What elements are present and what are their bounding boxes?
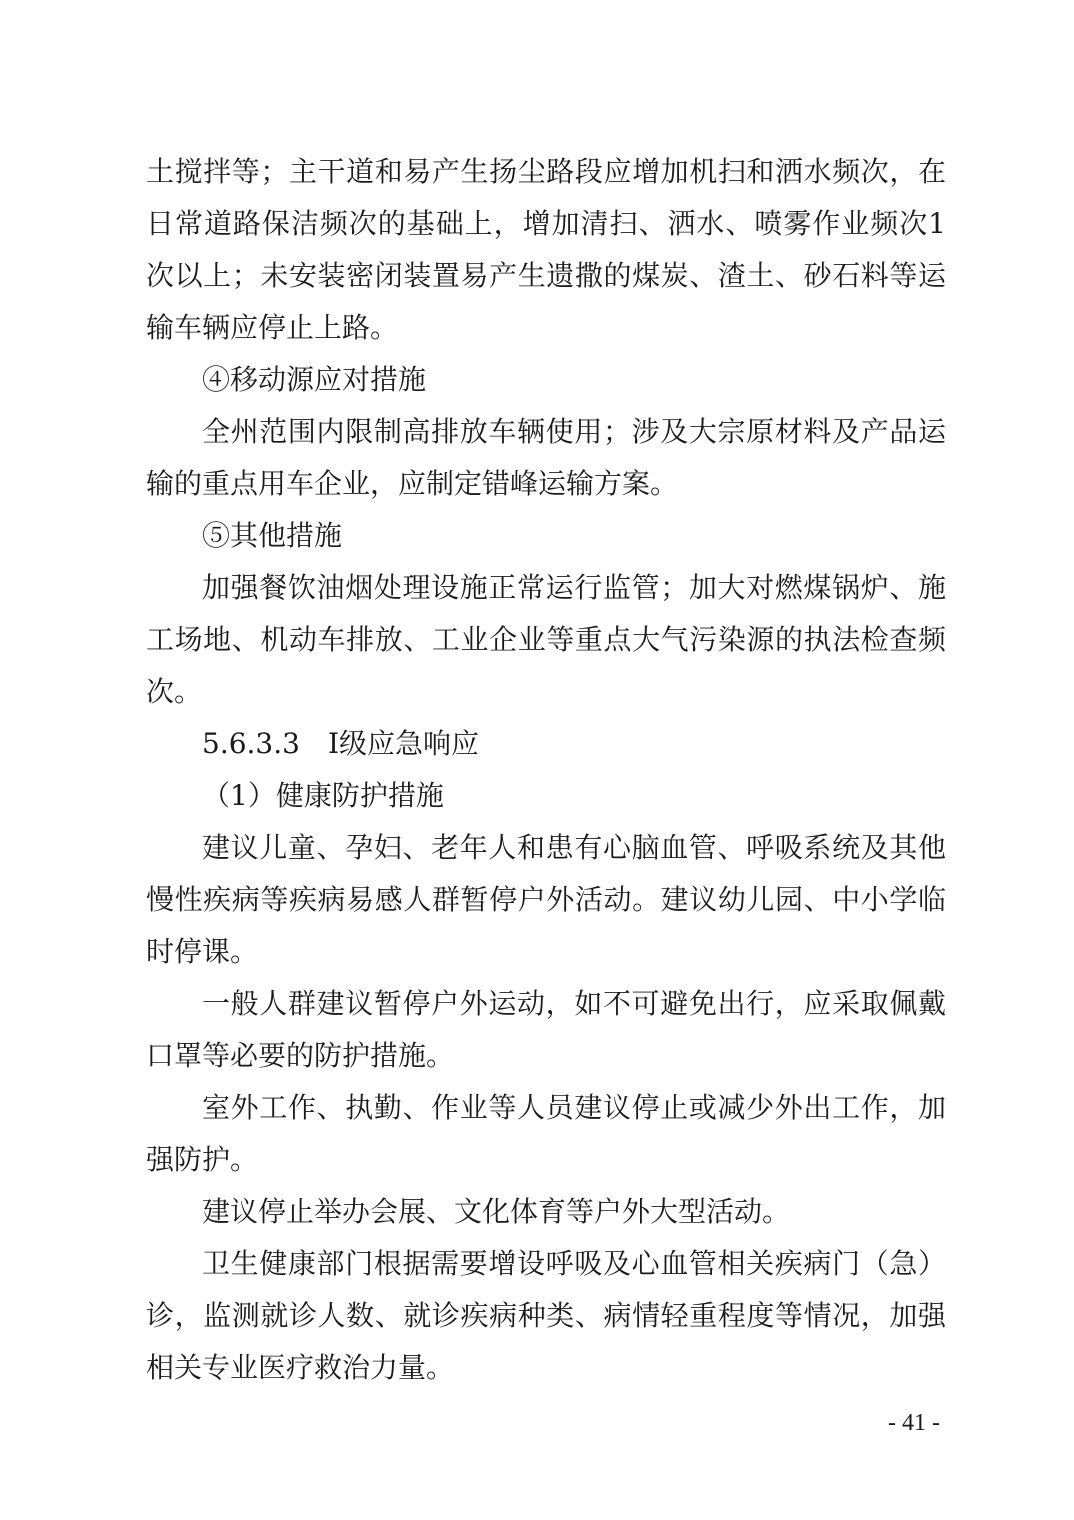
text-line: 全州范围内限制高排放车辆使用；涉及大宗原材料及产品运 — [202, 415, 946, 448]
section-heading: ⑤其他措施 — [202, 519, 343, 552]
text-line: 日常道路保洁频次的基础上，增加清扫、洒水、喷雾作业频次1 — [146, 207, 946, 240]
text-line: 次以上；未安装密闭装置易产生遗撒的煤炭、渣土、砂石料等运 — [146, 259, 946, 292]
page-number: - 41 - — [888, 1410, 940, 1436]
text-line: 工场地、机动车排放、工业企业等重点大气污染源的执法检查频 — [146, 623, 946, 656]
text-line: 建议停止举办会展、文化体育等户外大型活动。 — [202, 1195, 791, 1228]
text-line: 加强餐饮油烟处理设施正常运行监管；加大对燃煤锅炉、施 — [202, 571, 946, 604]
text-line: 诊，监测就诊人数、就诊疾病种类、病情轻重程度等情况，加强 — [146, 1299, 946, 1332]
subsection-heading: （1）健康防护措施 — [202, 779, 444, 812]
text-line: 建议儿童、孕妇、老年人和患有心脑血管、呼吸系统及其他 — [202, 831, 946, 864]
document-body — [146, 146, 946, 1394]
section-heading: 5.6.3.3 Ⅰ级应急响应 — [202, 727, 480, 760]
text-line: 输车辆应停止上路。 — [146, 311, 399, 344]
text-line: 慢性疾病等疾病易感人群暂停户外活动。建议幼儿园、中小学临 — [146, 883, 946, 916]
text-line: 室外工作、执勤、作业等人员建议停止或减少外出工作，加 — [202, 1091, 946, 1124]
text-line: 口罩等必要的防护措施。 — [146, 1039, 455, 1072]
text-line: 时停课。 — [146, 935, 259, 968]
section-heading: ④移动源应对措施 — [202, 363, 427, 396]
text-line: 次。 — [146, 675, 203, 708]
text-line: 卫生健康部门根据需要增设呼吸及心血管相关疾病门（急） — [202, 1247, 946, 1280]
text-line: 土搅拌等；主干道和易产生扬尘路段应增加机扫和洒水频次，在 — [146, 155, 946, 188]
text-line: 强防护。 — [146, 1143, 259, 1176]
text-line: 一般人群建议暂停户外运动，如不可避免出行，应采取佩戴 — [202, 987, 946, 1020]
text-line: 输的重点用车企业，应制定错峰运输方案。 — [146, 467, 679, 500]
text-line: 相关专业医疗救治力量。 — [146, 1351, 455, 1384]
